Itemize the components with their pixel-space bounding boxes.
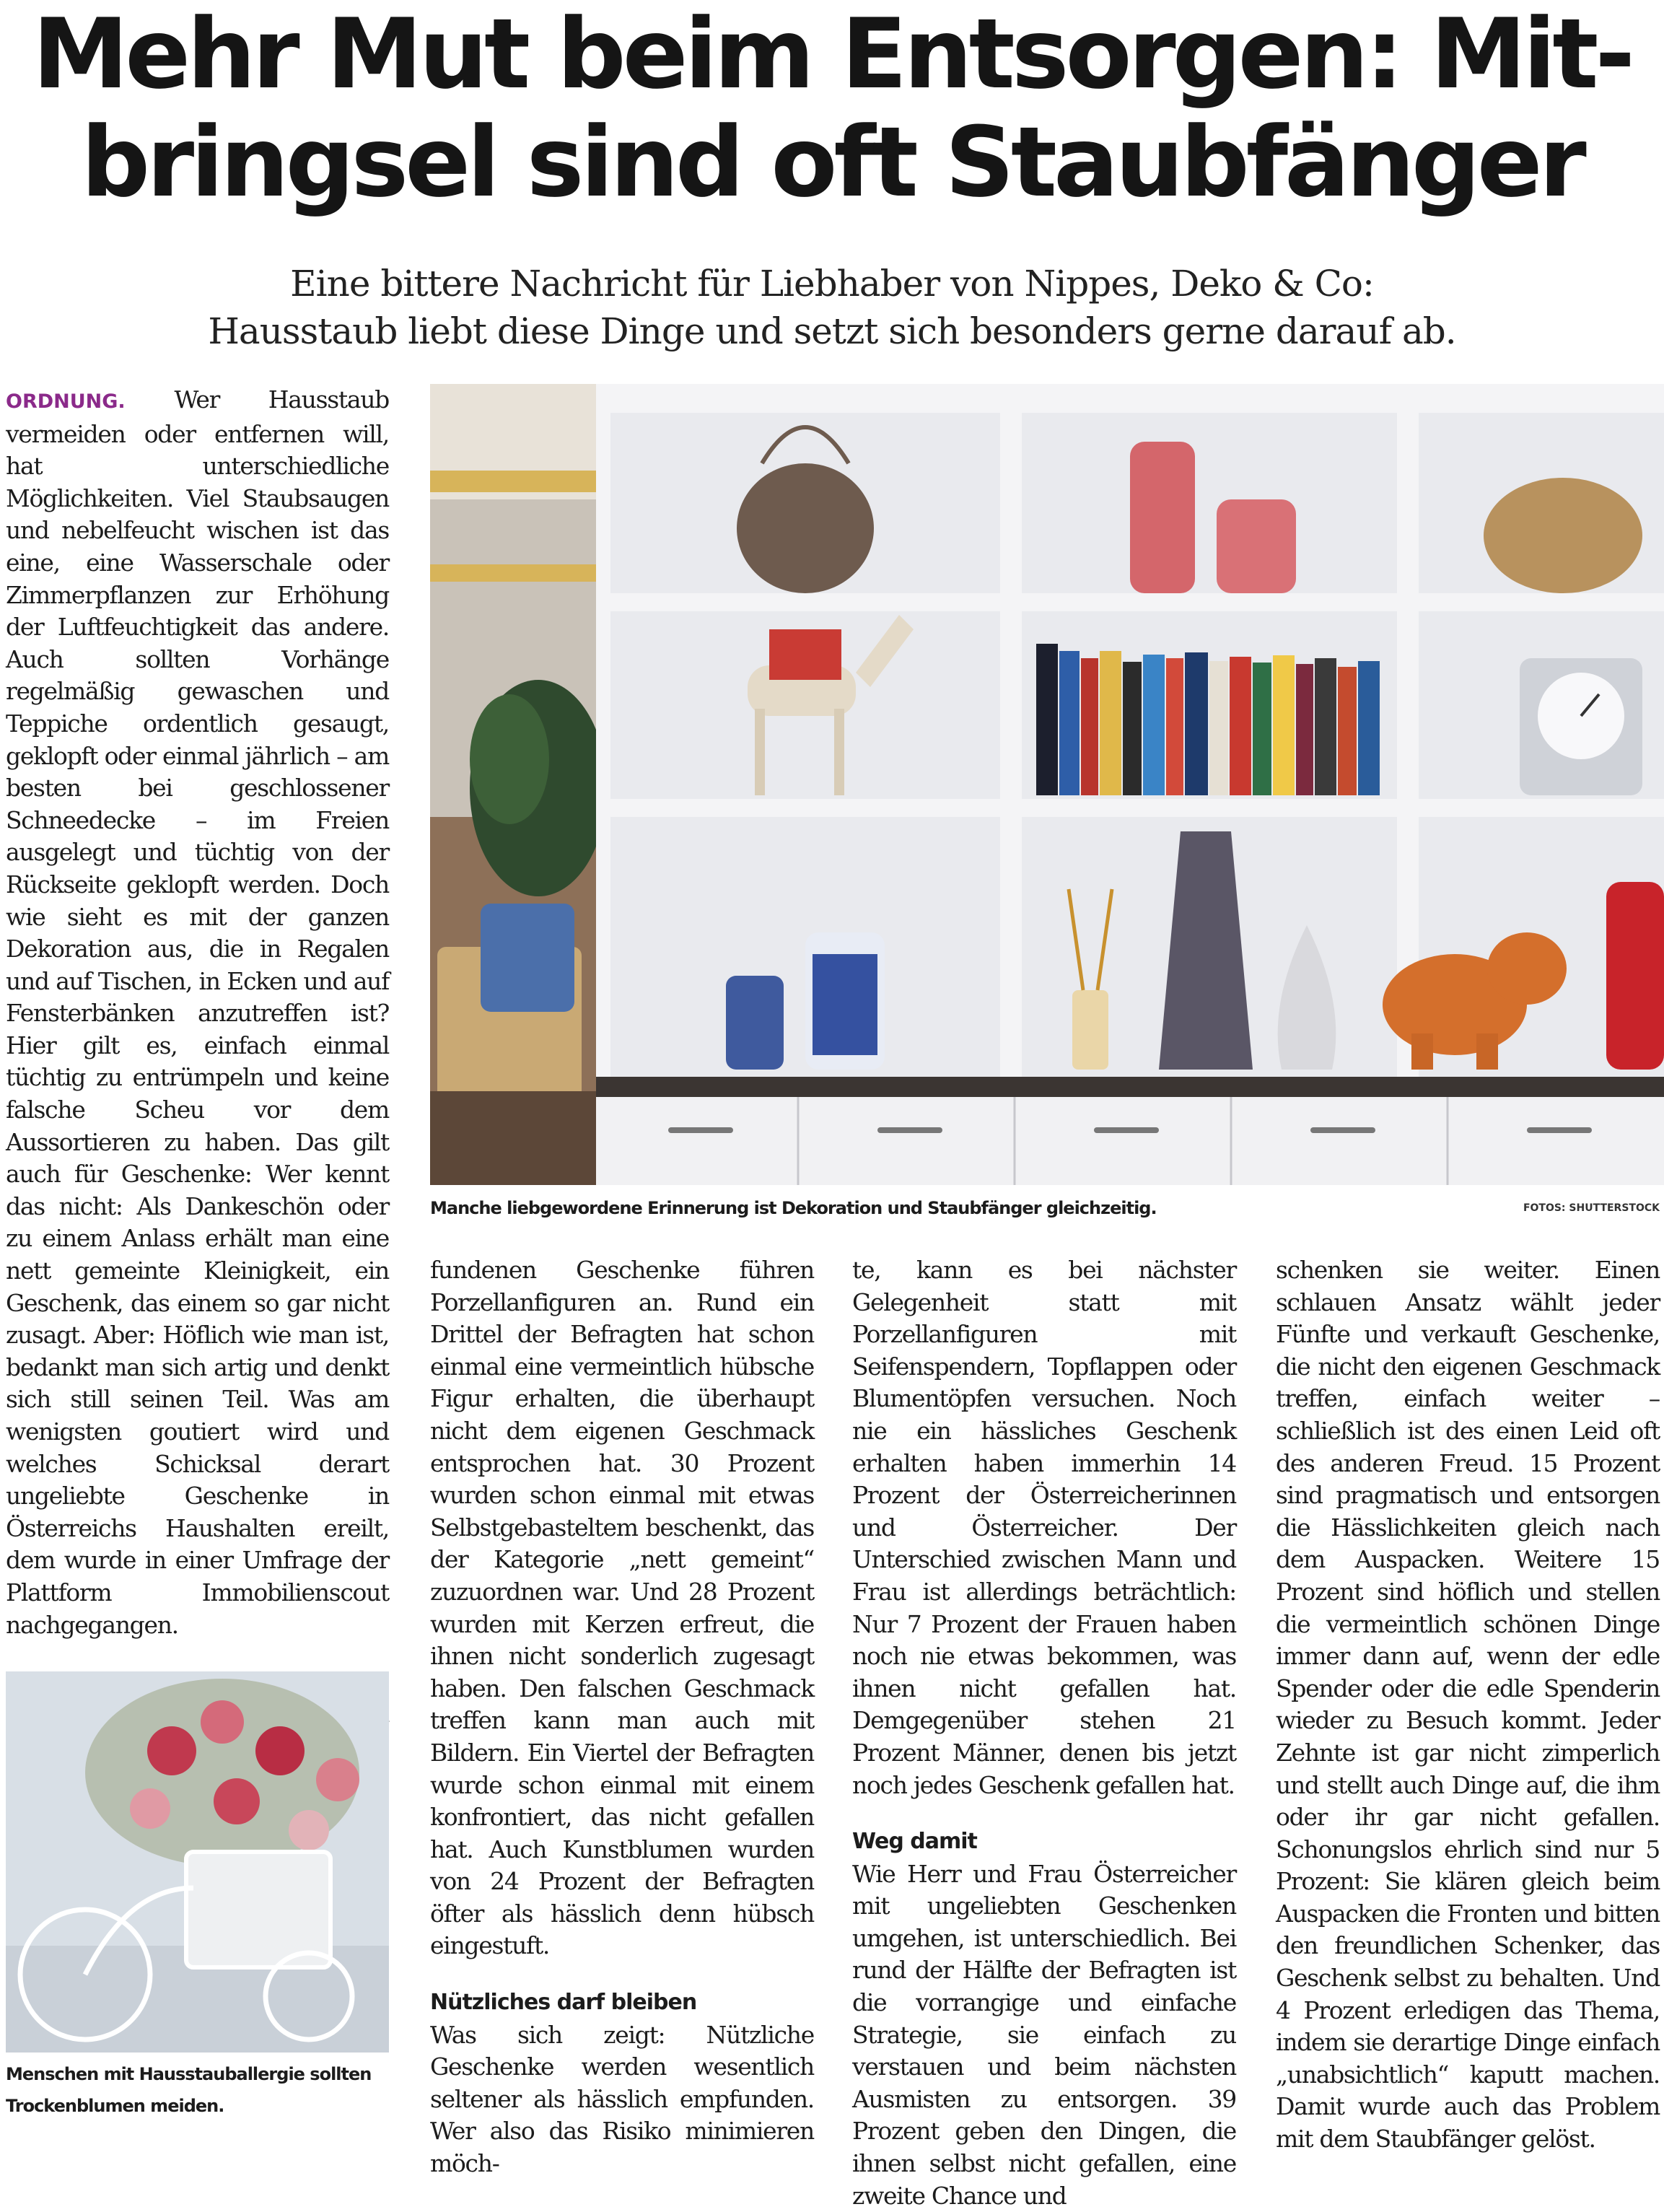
- column-1-intro: [6, 384, 389, 1641]
- column-3-subtitle: Weg damit: [852, 1829, 977, 1855]
- main-photo: [430, 384, 1664, 1185]
- headline-line-2: bringsel sind oft Staubfänger: [81, 106, 1583, 219]
- column-3-para-1: te, kann es bei nächster Gelegenheit statt mit Porzellanfiguren mit Seifenspendern, Topflappen oder Blumentöpfen versuchen. Noch nie ein hässliches Geschenk erhalten haben immerhin 14 Prozent der Österreicherinnen und Österreicher. Der Unterschied zwischen Mann und Frau ist allerdings beträchtlich: Nur 7 Prozent der Frauen haben noch nie etwas bekommen, was ihnen nicht gefallen hat. Demgegenüber stehen 21 Prozent Männer, denen bis jetzt noch jedes Geschenk gefallen hat.: [852, 1256, 1236, 1799]
- subheadline-line-1: Eine bittere Nachricht für Liebhaber von Nippes, Deko & Co:: [290, 263, 1374, 305]
- column-3: [852, 1254, 1236, 2212]
- column-2-para-1: fundenen Geschenke führen Porzellanfiguren an. Rund ein Drittel der Befragten hat schon einmal eine vermeintlich hübsche Figur erhalten, die überhaupt nicht dem eigenen Geschmack entsprochen hat. 30 Prozent wurden schon einmal mit etwas Selbstgebasteltem beschenkt, das der Kategorie „nett gemeint“ zuzuordnen war. Und 28 Prozent wurden mit Kerzen erfreut, die ihnen nicht sonderlich zugesagt haben. Den falschen Geschmack treffen kann man auch mit Bildern. Ein Viertel der Befragten wurde schon einmal mit einem konfrontiert, das nicht gefallen hat. Auch Kunstblumen wurden von 24 Prozent der Befragten öfter als hässlich denn hübsch eingestuft.: [430, 1256, 814, 1960]
- small-photo: [6, 1671, 389, 2053]
- shelf-illustration: [430, 384, 1664, 1185]
- photo-credit: FOTOS: SHUTTERSTOCK: [1523, 1202, 1660, 1214]
- column-2-subtitle: Nützliches darf bleiben: [430, 1990, 697, 2016]
- column-4-para-1: schenken sie weiter. Einen schlauen Ansatz wählt jeder Fünfte und verkauft Geschenke, die nicht den eigenen Geschmack treffen, einfach weiter – schließlich ist des einen Leid oft des anderen Freud. 15 Prozent sind pragmatisch und entsorgen die Hässlichkeiten gleich nach dem Auspacken. Weitere 15 Prozent sind höflich und stellen die vermeintlich schönen Dinge immer dann auf, wenn der edle Spender oder die edle Spenderin wieder zu Besuch kommt. Jeder Zehnte ist gar nicht zimperlich und stellt auch Dinge auf, die ihm oder ihr gar nicht gefallen. Schonungslos ehrlich sind nur 5 Prozent: Sie klären gleich beim Auspacken die Fronten und bitten den freundlichen Schenker, das Geschenk selbst zu behalten. Und 4 Prozent erledigen das Thema, indem sie derartige Dinge einfach „unabsichtlich“ kaputt machen. Damit wurde auch das Problem mit dem Staubfänger gelöst.: [1276, 1256, 1660, 2154]
- flowers-illustration: [6, 1671, 389, 2053]
- subheadline: [0, 260, 1664, 355]
- column-3-para-2: Wie Herr und Frau Österreicher mit ungeliebten Geschenken umgehen, ist unterschiedlich. Bei rund der Hälfte der Befragten ist die vorrangige und einfache Strategie, sie einfach zu verstauen und beim nächsten Ausmisten zu entsorgen. 39 Prozent geben den Dingen, die ihnen selbst nicht gefallen, eine zweite Chance und: [852, 1859, 1236, 2210]
- column-4: [1276, 1254, 1660, 2156]
- subheadline-line-2: Hausstaub liebt diese Dinge und setzt sich besonders gerne darauf ab.: [208, 310, 1456, 352]
- headline: [0, 0, 1664, 238]
- kicker: ORDNUNG.: [6, 390, 126, 413]
- headline-line-1: Mehr Mut beim Entsorgen: Mit-: [32, 0, 1632, 110]
- column-1: [6, 384, 389, 1762]
- main-photo-caption: Manche liebgewordene Erinnerung ist Dekoration und Staubfänger gleichzeitig.: [430, 1198, 1157, 1218]
- column-2-para-2: Was sich zeigt: Nützliche Geschenke werden wesentlich seltener als hässlich empfunden. Wer also das Risiko minimieren möch-: [430, 2020, 814, 2178]
- column-1-intro-text: Wer Hausstaub vermeiden oder entfernen will, hat unterschiedliche Möglichkeiten. Viel Staubsaugen und nebelfeucht wischen ist das eine, eine Wasserschale oder Zimmerpflanzen zur Erhöhung der Luftfeuchtigkeit das andere. Auch sollten Vorhänge regelmäßig gewaschen und Teppiche ordentlich gesaugt, geklopft oder einmal jährlich – am besten bei geschlossener Schneedecke – im Freien ausgelegt und tüchtig von der Rückseite geklopft werden. Doch wie sieht es mit der ganzen Dekoration aus, die in Regalen und auf Tischen, in Ecken und auf Fensterbänken anzutreffen ist? Hier gilt es, einfach einmal tüchtig zu entrümpeln und keine falsche Scheu vor dem Aussortieren zu haben. Das gilt auch für Geschenke: Wer kennt das nicht: Als Dankeschön oder zu einem Anlass erhält man eine nett gemeinte Kleinigkeit, ein Geschenk, das einem so gar nicht zusagt. Aber: Höflich wie man ist, bedankt man sich artig und denkt sich still seinen Teil. Was am wenigsten goutiert wird und welches Schicksal derart ungeliebte Geschenke in Österreichs Haushalten ereilt, dem wurde in einer Umfrage der Plattform Immobilienscout nachgegangen.: [6, 385, 389, 1639]
- column-2: [430, 1254, 814, 2180]
- small-photo-caption: Menschen mit Hausstauballergie sollten Trockenblumen meiden.: [6, 2064, 372, 2116]
